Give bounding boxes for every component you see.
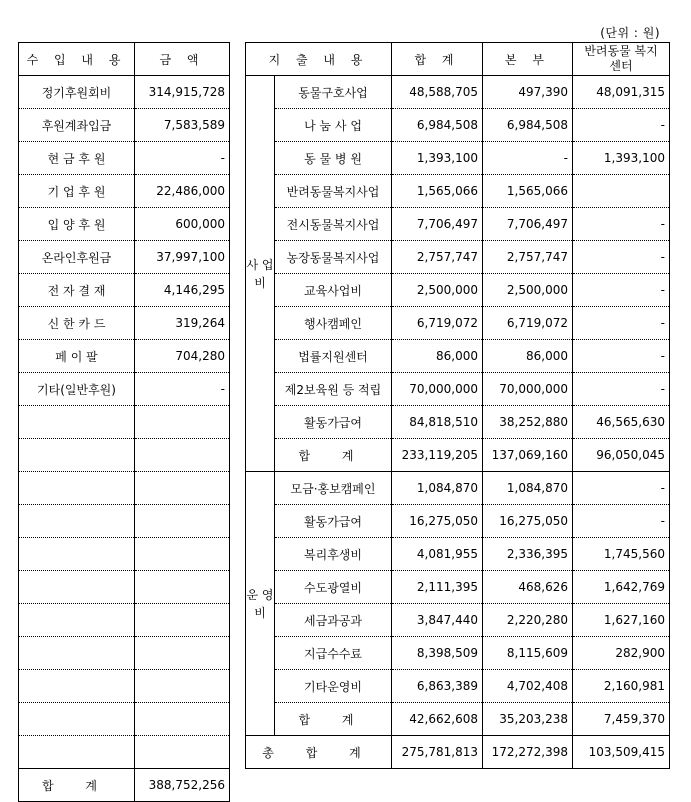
business-expense-total: 6,719,072 — [392, 307, 483, 340]
business-expense-total: 84,818,510 — [392, 406, 483, 439]
income-amount: 314,915,728 — [135, 76, 230, 109]
business-expense-hq: 1,565,066 — [483, 175, 573, 208]
income-amount — [135, 670, 230, 703]
business-expense-center: - — [573, 208, 670, 241]
operating-expense-hq: 8,115,609 — [483, 637, 573, 670]
operating-expense-subtotal-center: 7,459,370 — [573, 703, 670, 736]
income-amount — [135, 604, 230, 637]
expense-hq-header: 본 부 — [483, 43, 573, 76]
operating-expense-subtotal-row — [246, 703, 670, 736]
grand-total-center: 103,509,415 — [573, 736, 670, 769]
income-amount: 704,280 — [135, 340, 230, 373]
business-expense-hq: 38,252,880 — [483, 406, 573, 439]
business-expense-total: 1,393,100 — [392, 142, 483, 175]
income-amount — [135, 439, 230, 472]
business-expense-item: 농장동물복지사업 — [275, 241, 392, 274]
business-expense-total: 2,757,747 — [392, 241, 483, 274]
operating-expense-row — [246, 670, 670, 703]
income-row — [19, 604, 230, 637]
operating-expense-row — [246, 538, 670, 571]
business-expense-item: 행사캠페인 — [275, 307, 392, 340]
income-total-label: 합 계 — [19, 769, 135, 802]
income-amount: 7,583,589 — [135, 109, 230, 142]
income-row — [19, 406, 230, 439]
income-amount: 319,264 — [135, 307, 230, 340]
income-row — [19, 76, 230, 109]
income-amount — [135, 736, 230, 769]
expense-center-header-text: 반려동물 복지센터 — [584, 44, 658, 73]
business-expense-item: 법률지원센터 — [275, 340, 392, 373]
income-row — [19, 373, 230, 406]
grand-total-hq: 172,272,398 — [483, 736, 573, 769]
business-expense-hq: 70,000,000 — [483, 373, 573, 406]
business-expense-hq: 6,719,072 — [483, 307, 573, 340]
income-item: 현 금 후 원 — [19, 142, 135, 175]
income-row — [19, 637, 230, 670]
business-expense-total: 7,706,497 — [392, 208, 483, 241]
expense-table — [245, 42, 670, 769]
income-row — [19, 670, 230, 703]
income-amount — [135, 505, 230, 538]
income-item: 입 양 후 원 — [19, 208, 135, 241]
business-expense-item: 나 눔 사 업 — [275, 109, 392, 142]
business-expense-center: - — [573, 373, 670, 406]
operating-expense-total: 3,847,440 — [392, 604, 483, 637]
operating-expense-hq: 16,275,050 — [483, 505, 573, 538]
grand-total-total: 275,781,813 — [392, 736, 483, 769]
income-item: 후원계좌입금 — [19, 109, 135, 142]
income-amount — [135, 703, 230, 736]
income-item — [19, 736, 135, 769]
business-expense-item: 반려동물복지사업 — [275, 175, 392, 208]
business-expense-row — [246, 142, 670, 175]
income-amount: - — [135, 373, 230, 406]
business-expense-row — [246, 76, 670, 109]
income-item — [19, 406, 135, 439]
operating-expense-row — [246, 637, 670, 670]
income-row — [19, 274, 230, 307]
income-item: 온라인후원금 — [19, 241, 135, 274]
income-row — [19, 571, 230, 604]
business-expense-total: 48,588,705 — [392, 76, 483, 109]
operating-expense-center: 1,745,560 — [573, 538, 670, 571]
business-expense-total: 70,000,000 — [392, 373, 483, 406]
operating-expense-category-label: 운 영 비 — [246, 472, 275, 736]
business-expense-row — [246, 406, 670, 439]
operating-expense-center: 1,627,160 — [573, 604, 670, 637]
income-item — [19, 571, 135, 604]
income-amount: 4,146,295 — [135, 274, 230, 307]
income-amount-header: 금 액 — [135, 43, 230, 76]
business-expense-row — [246, 340, 670, 373]
income-row — [19, 208, 230, 241]
business-expense-subtotal-label: 합 계 — [275, 439, 392, 472]
operating-expense-total: 4,081,955 — [392, 538, 483, 571]
income-amount: 37,997,100 — [135, 241, 230, 274]
income-row — [19, 439, 230, 472]
income-amount — [135, 571, 230, 604]
business-expense-hq: 2,757,747 — [483, 241, 573, 274]
income-amount — [135, 637, 230, 670]
operating-expense-total: 1,084,870 — [392, 472, 483, 505]
operating-expense-total: 2,111,395 — [392, 571, 483, 604]
income-total-row — [19, 769, 230, 802]
business-expense-center: - — [573, 340, 670, 373]
expense-grand-total-row — [246, 736, 670, 769]
income-row — [19, 736, 230, 769]
operating-expense-item: 지급수수료 — [275, 637, 392, 670]
business-expense-hq: 6,984,508 — [483, 109, 573, 142]
income-item — [19, 670, 135, 703]
business-expense-center: 48,091,315 — [573, 76, 670, 109]
income-amount — [135, 472, 230, 505]
business-expense-row — [246, 307, 670, 340]
income-amount — [135, 406, 230, 439]
income-row — [19, 340, 230, 373]
business-expense-hq: 2,500,000 — [483, 274, 573, 307]
operating-expense-hq: 2,336,395 — [483, 538, 573, 571]
income-row — [19, 142, 230, 175]
income-row — [19, 175, 230, 208]
operating-expense-row — [246, 472, 670, 505]
business-expense-category-label: 사 업 비 — [246, 76, 275, 472]
income-item: 기타(일반후원) — [19, 373, 135, 406]
operating-expense-item: 모금·홍보캠페인 — [275, 472, 392, 505]
operating-expense-subtotal-total: 42,662,608 — [392, 703, 483, 736]
income-item — [19, 472, 135, 505]
income-amount: - — [135, 142, 230, 175]
business-expense-row — [246, 208, 670, 241]
operating-expense-item: 기타운영비 — [275, 670, 392, 703]
business-expense-center: - — [573, 241, 670, 274]
business-expense-subtotal-center: 96,050,045 — [573, 439, 670, 472]
business-expense-total: 6,984,508 — [392, 109, 483, 142]
income-row — [19, 307, 230, 340]
operating-expense-row — [246, 604, 670, 637]
business-expense-total: 1,565,066 — [392, 175, 483, 208]
income-row — [19, 472, 230, 505]
operating-expense-item: 복리후생비 — [275, 538, 392, 571]
operating-expense-total: 8,398,509 — [392, 637, 483, 670]
operating-expense-row — [246, 571, 670, 604]
business-expense-item: 전시동물복지사업 — [275, 208, 392, 241]
operating-expense-subtotal-label: 합 계 — [275, 703, 392, 736]
business-expense-subtotal-row — [246, 439, 670, 472]
operating-expense-item: 활동가급여 — [275, 505, 392, 538]
business-expense-subtotal-total: 233,119,205 — [392, 439, 483, 472]
expense-center-header — [573, 43, 670, 76]
income-item — [19, 439, 135, 472]
income-row — [19, 538, 230, 571]
operating-expense-center: 2,160,981 — [573, 670, 670, 703]
business-expense-item: 동 물 병 원 — [275, 142, 392, 175]
business-expense-hq: 7,706,497 — [483, 208, 573, 241]
operating-expense-item: 세금과공과 — [275, 604, 392, 637]
grand-total-label: 총 합 계 — [246, 736, 392, 769]
operating-expense-center: 282,900 — [573, 637, 670, 670]
operating-expense-hq: 4,702,408 — [483, 670, 573, 703]
business-expense-row — [246, 175, 670, 208]
operating-expense-row — [246, 505, 670, 538]
business-expense-item: 제2보육원 등 적립 — [275, 373, 392, 406]
income-table — [18, 42, 230, 802]
operating-expense-hq: 1,084,870 — [483, 472, 573, 505]
business-expense-item: 교육사업비 — [275, 274, 392, 307]
income-item: 신 한 카 드 — [19, 307, 135, 340]
operating-expense-center: - — [573, 472, 670, 505]
business-expense-center — [573, 175, 670, 208]
operating-expense-item: 수도광열비 — [275, 571, 392, 604]
business-expense-center: - — [573, 274, 670, 307]
business-expense-row — [246, 109, 670, 142]
expense-total-header: 합 계 — [392, 43, 483, 76]
business-expense-center: 46,565,630 — [573, 406, 670, 439]
business-expense-item: 활동가급여 — [275, 406, 392, 439]
income-item-header: 수 입 내 용 — [19, 43, 135, 76]
business-expense-row — [246, 241, 670, 274]
expense-item-header: 지 출 내 용 — [246, 43, 392, 76]
business-expense-total: 86,000 — [392, 340, 483, 373]
income-amount — [135, 538, 230, 571]
operating-expense-center: 1,642,769 — [573, 571, 670, 604]
income-item: 기 업 후 원 — [19, 175, 135, 208]
business-expense-item: 동물구호사업 — [298, 85, 368, 100]
income-amount: 22,486,000 — [135, 175, 230, 208]
operating-expense-hq: 468,626 — [483, 571, 573, 604]
income-item: 정기후원회비 — [41, 85, 112, 100]
income-item — [19, 604, 135, 637]
business-expense-center: 1,393,100 — [573, 142, 670, 175]
income-row — [19, 109, 230, 142]
income-item: 페 이 팔 — [19, 340, 135, 373]
operating-expense-total: 6,863,389 — [392, 670, 483, 703]
business-expense-hq: 86,000 — [483, 340, 573, 373]
business-expense-subtotal-hq: 137,069,160 — [483, 439, 573, 472]
business-expense-hq: - — [483, 142, 573, 175]
income-item — [19, 703, 135, 736]
unit-note: (단위 : 원) — [600, 26, 660, 40]
business-expense-center: - — [573, 307, 670, 340]
income-row — [19, 505, 230, 538]
income-total-amount: 388,752,256 — [135, 769, 230, 802]
income-item: 전 자 결 재 — [19, 274, 135, 307]
business-expense-hq: 497,390 — [483, 76, 573, 109]
income-item — [19, 505, 135, 538]
business-expense-total: 2,500,000 — [392, 274, 483, 307]
income-item — [19, 538, 135, 571]
operating-expense-hq: 2,220,280 — [483, 604, 573, 637]
income-header-row — [19, 43, 230, 76]
income-amount: 600,000 — [135, 208, 230, 241]
operating-expense-center: - — [573, 505, 670, 538]
income-row — [19, 241, 230, 274]
expense-header-row — [246, 43, 670, 76]
business-expense-center: - — [573, 109, 670, 142]
operating-expense-total: 16,275,050 — [392, 505, 483, 538]
business-expense-row — [246, 274, 670, 307]
business-expense-row — [246, 373, 670, 406]
operating-expense-subtotal-hq: 35,203,238 — [483, 703, 573, 736]
income-row — [19, 703, 230, 736]
income-item — [19, 637, 135, 670]
